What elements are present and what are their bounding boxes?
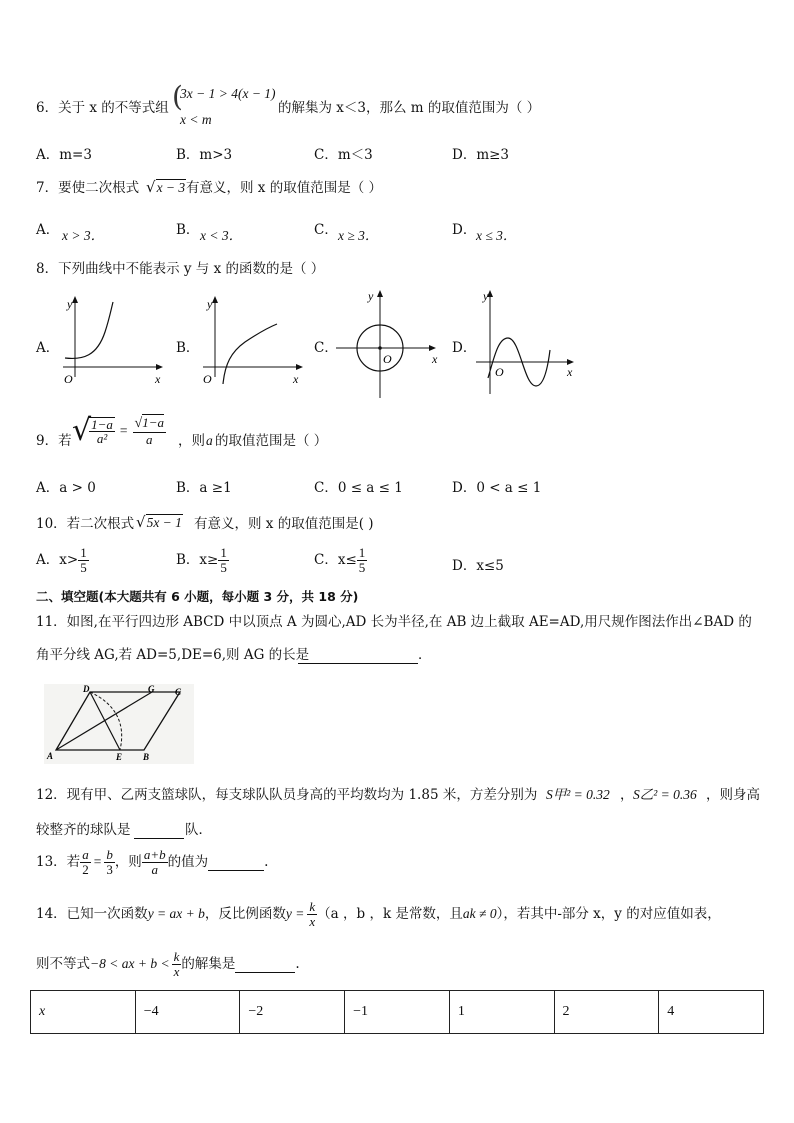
q8-graph-b <box>195 292 310 390</box>
table-cell: −4 <box>135 991 240 1034</box>
q10-suffix: 有意义，则 x 的取值范围是( ) <box>194 516 374 532</box>
q8-option-a-letter: A． <box>36 340 60 356</box>
q8-graph-d <box>470 286 585 401</box>
q12-s-yi: S乙² = 0.36 <box>633 787 697 802</box>
q14-inverse-lhs: y = <box>285 906 305 922</box>
q13-blank <box>208 854 264 871</box>
one-fifth: $\frac{1}{5}$ <box>80 545 87 575</box>
q7-option-d-letter: D． <box>452 222 477 238</box>
q14-linear-func: y = ax + b <box>147 906 205 922</box>
q8-option-d-letter: D． <box>452 340 477 356</box>
q7-option-b-letter: B． <box>176 222 200 238</box>
q14-blank <box>235 956 295 973</box>
label-e: E <box>116 752 123 762</box>
q7-option-b-value: x < 3． <box>200 228 243 243</box>
x-label: x <box>293 372 299 386</box>
frac-k-x: $\frac{k}{x}$ <box>309 899 316 929</box>
x-label: x <box>567 365 573 379</box>
q12-blank <box>134 822 184 839</box>
section-title: 二、填空题(本大题共有 6 小题，每小题 3 分，共 18 分) <box>36 589 359 604</box>
y-label: y <box>67 297 73 311</box>
q6-option-c: C．m＜3 <box>314 147 373 163</box>
center-dot <box>378 346 382 350</box>
q6-prefix: 6．关于 x 的不等式组 <box>36 100 169 116</box>
q14-line2 <box>36 950 300 978</box>
q10-option-b <box>176 546 229 574</box>
q6-brace: ( <box>172 80 183 113</box>
q12-line2-end: 队． <box>185 822 212 838</box>
lhs-numerator: 1−a <box>91 416 113 432</box>
q12-line1: 12．现有甲、乙两支篮球队，每支球队队员身高的平均数均为 1.85 米，方差分别为 <box>36 787 538 803</box>
origin-label: O <box>495 365 504 379</box>
q12-s-jia: S甲² = 0.32 <box>546 787 610 802</box>
q9-rhs-frac <box>133 416 166 446</box>
q11-line2: 角平分线 AG,若 AD=5,DE=6,则 AG 的长是 <box>36 647 310 663</box>
q13-line <box>36 848 268 876</box>
q9-option-a: A．a > 0 <box>36 480 96 496</box>
q7-option-c-value: x ≥ 3． <box>338 228 379 243</box>
y-label: y <box>483 289 489 303</box>
q7-suffix: 有意义，则 x 的取值范围是（ ） <box>186 180 382 196</box>
q7-root: √x − 3 <box>146 178 186 196</box>
q11-line1: 11．如图,在平行四边形 ABCD 中以顶点 A 为圆心,AD 长为半径,在 AB 边上截取 AE=AD,用尺规作图法作出∠BAD 的 <box>36 614 752 630</box>
q14-text-b: ，反比例函数 <box>204 906 286 923</box>
q14-text-d: ），若其中-部分 x，y 的对应值如表， <box>496 906 721 923</box>
lhs-denominator: a² <box>96 431 108 447</box>
table-cell: −1 <box>345 991 450 1034</box>
q7-option-d-value: x ≤ 3． <box>476 228 517 243</box>
rhs-numerator: √1−a <box>134 415 164 431</box>
q9-option-b: B．a ≥1 <box>176 480 232 496</box>
q12-line1-end: ，则身高 <box>706 787 760 803</box>
option-b-label: B．x≥ <box>176 552 219 569</box>
q14-text-f: 的解集是 <box>181 956 236 973</box>
equals-sign: = <box>93 854 102 870</box>
x-arrow <box>156 364 163 370</box>
q13-suffix: 的值为 <box>167 854 209 871</box>
curve <box>223 324 277 384</box>
q14-end: . <box>295 956 300 973</box>
q11-figure <box>44 684 194 764</box>
equals-sign: = <box>119 423 128 439</box>
q6-option-b: B．m>3 <box>176 147 233 163</box>
q12-sep: ， <box>620 787 634 803</box>
x-label: x <box>155 372 161 386</box>
y-arrow <box>377 290 383 297</box>
frac-b-3: $\frac{b}{3}$ <box>106 847 113 877</box>
frac-a-2: $\frac{a}{2}$ <box>82 847 89 877</box>
q7-radicand: x − 3 <box>156 180 186 195</box>
q14-condition: ak ≠ 0 <box>462 906 497 922</box>
y-label: y <box>207 297 213 311</box>
q13-mid: ，则 <box>114 854 142 871</box>
label-c: C <box>175 687 182 697</box>
q9-option-c: C．0 ≤ a ≤ 1 <box>314 480 403 496</box>
origin-label: O <box>203 372 212 386</box>
frac-k-x: $\frac{k}{x}$ <box>173 949 180 979</box>
y-label: y <box>368 289 374 303</box>
q8-stem: 8．下列曲线中不能表示 y 与 x 的函数的是（ ） <box>36 261 325 277</box>
label-g: G <box>148 684 155 694</box>
q7-option-a-letter: A． <box>36 222 60 238</box>
q10-option-d: D．x≤5 <box>452 558 504 574</box>
q9-var: a <box>206 433 213 448</box>
q7-option-c-letter: C． <box>314 222 338 238</box>
q14-text-c: （a ，b ，k 是常数，且 <box>317 906 463 923</box>
table-cell: −2 <box>240 991 345 1034</box>
q6-option-d: D．m≥3 <box>452 147 510 163</box>
q10-radicand: 5x − 1 <box>146 515 182 530</box>
q11-end: ． <box>418 647 432 663</box>
q9-equation <box>72 413 166 449</box>
option-a-label: A．x> <box>36 552 79 569</box>
sqrt-sign: √ <box>72 413 92 449</box>
x-arrow <box>429 345 436 351</box>
q6-line2: x < m <box>180 112 212 127</box>
y-arrow <box>72 296 78 303</box>
table-cell: 1 <box>449 991 554 1034</box>
q6-suffix: 的解集为 x＜3，那么 m 的取值范围为（ ） <box>278 100 541 116</box>
q10-root: √5x − 1 <box>136 513 182 531</box>
y-arrow <box>212 296 218 303</box>
q14-inequality: −8 < ax + b < <box>90 956 170 972</box>
label-a: A <box>47 751 54 761</box>
q9-suffix2: 的取值范围是（ ） <box>215 433 328 449</box>
table-cell: 2 <box>554 991 659 1034</box>
x-label: x <box>432 352 438 366</box>
value-table <box>30 990 764 1034</box>
q7-option-a-value: x > 3． <box>62 228 105 243</box>
q14-text-e: 则不等式 <box>36 956 90 973</box>
q6-option-a: A．m=3 <box>36 147 92 163</box>
q14-line1 <box>36 900 721 928</box>
table-cell: 4 <box>659 991 764 1034</box>
table-row <box>31 991 764 1034</box>
option-c-label: C．x≤ <box>314 552 357 569</box>
origin-label: O <box>64 372 73 386</box>
origin-label: O <box>383 352 392 366</box>
one-fifth: $\frac{1}{5}$ <box>358 545 366 575</box>
q7-prefix: 7．要使二次根式 <box>36 180 140 196</box>
q14-text-a: 14．已知一次函数 <box>36 906 148 923</box>
label-b: B <box>143 752 150 762</box>
rhs-denominator: a <box>146 431 153 447</box>
one-fifth: $\frac{1}{5}$ <box>220 545 227 575</box>
q12-line2: 较整齐的球队是 <box>36 822 131 838</box>
q9-prefix: 9．若 <box>36 433 72 449</box>
frac-apb-a: $\frac{a+b}{a}$ <box>143 847 166 877</box>
label-d: D <box>83 684 90 694</box>
q13-prefix: 13．若 <box>36 854 81 871</box>
q10-prefix: 10．若二次根式 <box>36 516 135 532</box>
q10-option-a <box>36 546 89 574</box>
q8-graph-c <box>330 286 445 401</box>
q8-graph-a <box>55 292 170 390</box>
table-cell: x <box>31 991 136 1034</box>
q13-end: . <box>264 854 269 871</box>
q9-lhs-frac <box>89 417 115 446</box>
q8-option-b-letter: B． <box>176 340 200 356</box>
x-arrow <box>296 364 303 370</box>
q8-option-c-letter: C． <box>314 340 338 356</box>
q11-blank <box>298 647 418 664</box>
q9-suffix: ，则 <box>178 433 205 449</box>
q9-option-d: D．0 < a ≤ 1 <box>452 480 542 496</box>
q10-option-c <box>314 546 367 574</box>
q6-line1: 3x − 1 > 4(x − 1) <box>180 86 276 101</box>
